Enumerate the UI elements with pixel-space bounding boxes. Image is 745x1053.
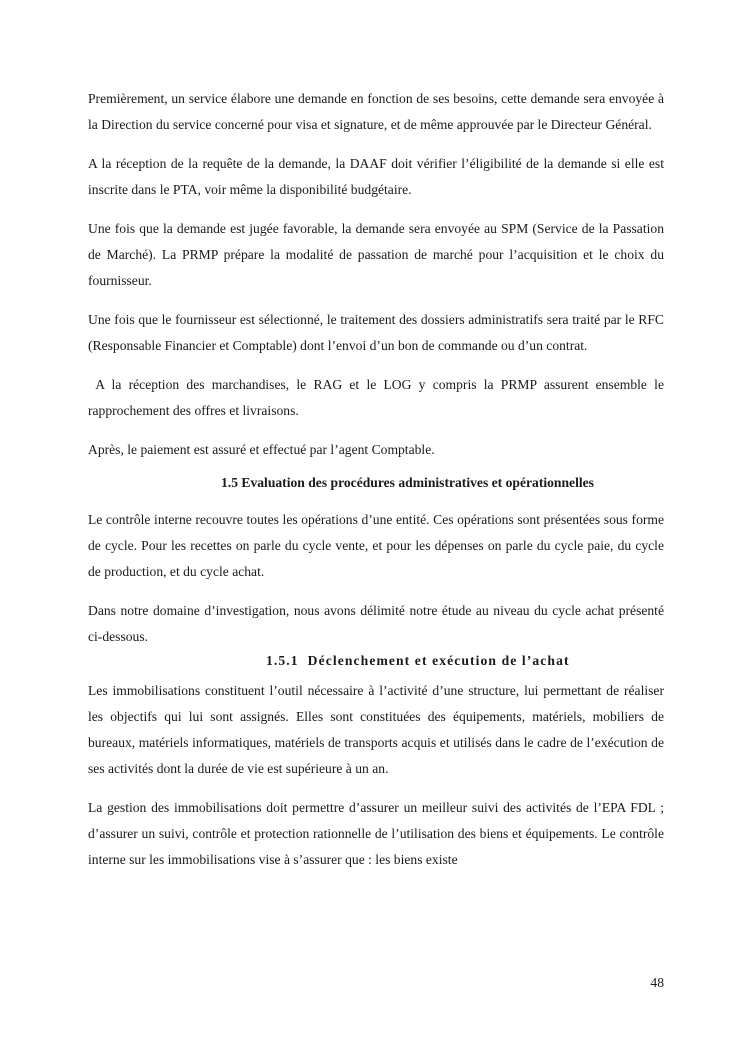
page-number: 48 bbox=[650, 975, 664, 990]
paragraph-controle-interne: Le contrôle interne recouvre toutes les opérations d’une entité. Ces opérations sont présentées sous forme de cycle. Pour les recettes on parle du cycle vente, et pour les dépenses on parle du cycle paie, du cycle de production, et du cycle achat. bbox=[88, 512, 664, 579]
paragraph-reception-requete: A la réception de la requête de la demande, la DAAF doit vérifier l’éligibilité de la demande si elle est inscrite dans le PTA, voir même la disponibilité budgétaire. bbox=[88, 156, 664, 197]
paragraph-domaine-investigation: Dans notre domaine d’investigation, nous avons délimité notre étude au niveau du cycle achat présenté ci-dessous. bbox=[88, 603, 664, 644]
paragraph-demande-service: Premièrement, un service élabore une demande en fonction de ses besoins, cette demande sera envoyée à la Direction du service concerné pour visa et signature, et de même approuvée par le Directeur Général. bbox=[88, 91, 664, 132]
paragraph-reception-marchandises: A la réception des marchandises, le RAG et le LOG y compris la PRMP assurent ensemble le rapprochement des offres et livraisons. bbox=[88, 377, 668, 418]
section-heading: 1.5 Evaluation des procédures administratives et opérationnelles bbox=[221, 475, 594, 490]
paragraph-gestion-immobilisations: La gestion des immobilisations doit permettre d’assurer un meilleur suivi des activités de l’EPA FDL ; d’assurer un suivi, contrôle et protection rationnelle de l’utilisation des biens et équipements. Le contrôle interne sur les immobilisations vise à s’assurer que : les biens existe bbox=[88, 800, 664, 867]
subsection-heading: 1.5.1 Déclenchement et exécution de l’achat bbox=[266, 653, 570, 668]
paragraph-demande-favorable: Une fois que la demande est jugée favorable, la demande sera envoyée au SPM (Service de la Passation de Marché). La PRMP prépare la modalité de passation de marché pour l’acquisition et le choix du fournisseur. bbox=[88, 221, 664, 288]
paragraph-paiement: Après, le paiement est assuré et effectué par l’agent Comptable. bbox=[88, 442, 435, 457]
document-page bbox=[88, 86, 668, 886]
paragraph-immobilisations: Les immobilisations constituent l’outil nécessaire à l’activité d’une structure, lui permettant de réaliser les objectifs qui lui sont assignés. Elles sont constituées des équipements, matériels, mobiliers de bureaux, matériels informatiques, matériels de transports acquis et utilisés dans le cadre de l’exécution de ses activités dont la durée de vie est supérieure à un an. bbox=[88, 683, 664, 776]
paragraph-fournisseur-selectionne: Une fois que le fournisseur est sélectionné, le traitement des dossiers administratifs sera traité par le RFC (Responsable Financier et Comptable) dont l’envoi d’un bon de commande ou d’un contrat. bbox=[88, 312, 664, 353]
